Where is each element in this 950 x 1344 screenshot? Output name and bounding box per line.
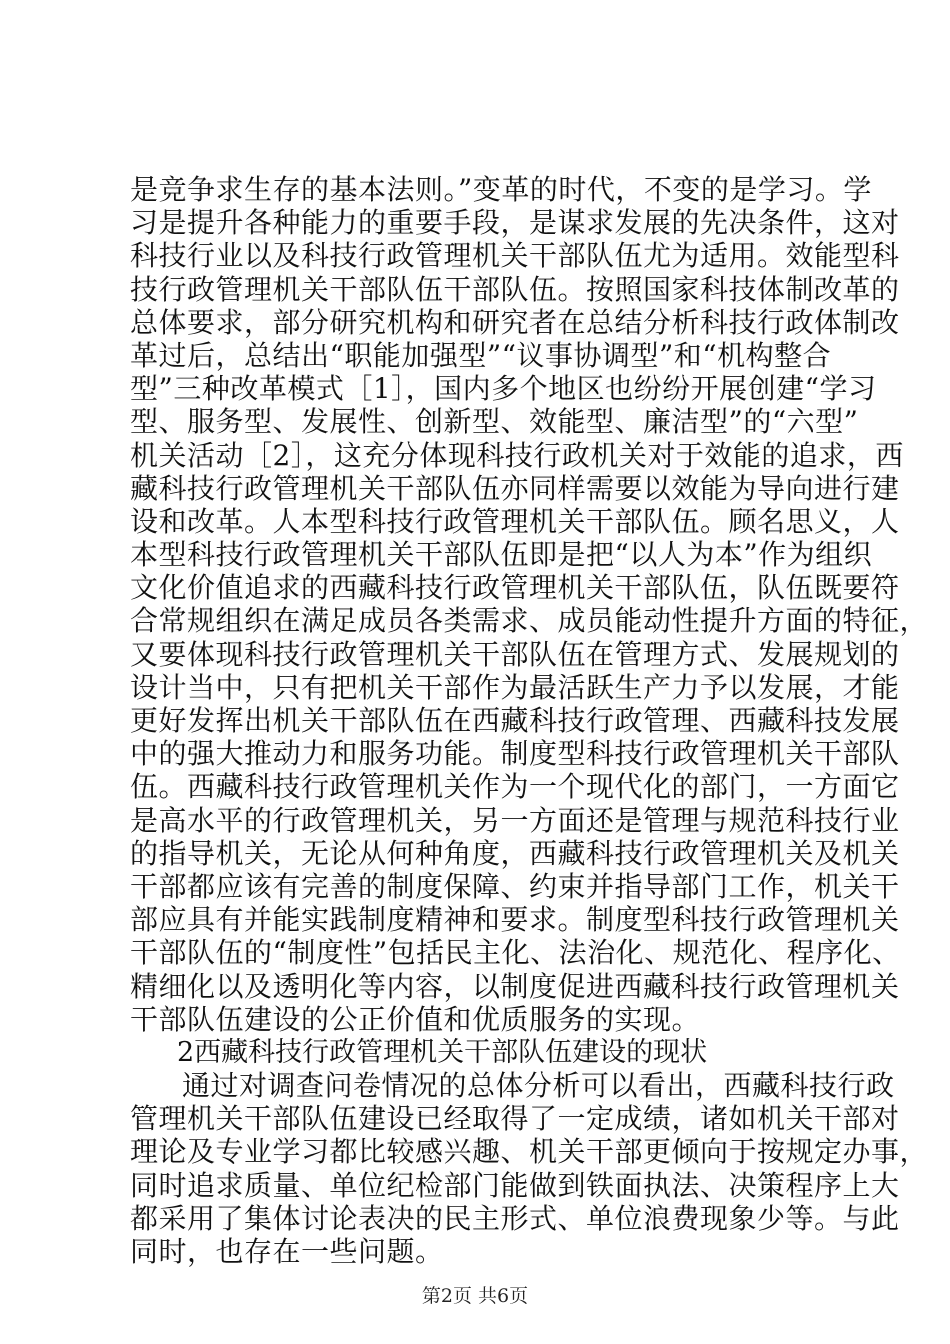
text-line: 干部队伍建设的公正价值和优质服务的实现。 — [130, 1002, 701, 1036]
text-line: 部应具有并能实践制度精神和要求。制度型科技行政管理机关 — [130, 903, 900, 937]
text-line: 管理机关干部队伍建设已经取得了一定成绩，诸如机关干部对 — [130, 1102, 900, 1136]
text-line: 科技行业以及科技行政管理机关干部队伍尤为适用。效能型科 — [130, 239, 900, 273]
text-line: 技行政管理机关干部队伍干部队伍。按照国家科技体制改革的 — [130, 272, 900, 306]
text-line: 同时，也存在一些问题。 — [130, 1235, 444, 1268]
text-line: 设和改革。人本型科技行政管理机关干部队伍。顾名思义，人 — [130, 504, 900, 538]
text-line: 藏科技行政管理机关干部队伍亦同样需要以效能为导向进行建 — [130, 471, 900, 505]
text-line: 文化价值追求的西藏科技行政管理机关干部队伍，队伍既要符 — [130, 571, 900, 605]
text-line: 都采用了集体讨论表决的民主形式、单位浪费现象少等。与此 — [130, 1201, 900, 1235]
text-line: 精细化以及透明化等内容，以制度促进西藏科技行政管理机关 — [130, 969, 900, 1003]
text-line: 是竞争求生存的基本法则。”变革的时代，不变的是学习。学 — [130, 173, 872, 206]
page-number-footer: 第2页 共6页 — [421, 1285, 529, 1307]
text-line: 是高水平的行政管理机关，另一方面还是管理与规范科技行业 — [130, 803, 900, 837]
paragraph-2 — [130, 1069, 929, 1268]
text-line: 习是提升各种能力的重要手段，是谋求发展的先决条件，这对 — [130, 206, 900, 240]
text-line: 型”三种改革模式［1］，国内多个地区也纷纷开展创建“学习 — [130, 372, 877, 406]
paragraph-1 — [130, 173, 929, 1036]
text-line: 型、服务型、发展性、创新型、效能型、廉洁型”的“六型” — [130, 405, 859, 439]
section-heading: 2西藏科技行政管理机关干部队伍建设的现状 — [177, 1036, 708, 1068]
text-line: 总体要求，部分研究机构和研究者在总结分析科技行政体制改 — [130, 305, 900, 339]
text-line: 又要体现科技行政管理机关干部队伍在管理方式、发展规划的 — [130, 637, 900, 671]
text-line: 理论及专业学习都比较感兴趣、机关干部更倾向于按规定办事， — [130, 1135, 929, 1169]
text-line: 设计当中，只有把机关干部作为最活跃生产力予以发展，才能 — [130, 670, 900, 704]
text-line: 本型科技行政管理机关干部队伍即是把“以人为本”作为组织 — [130, 538, 873, 572]
text-line: 干部都应该有完善的制度保障、约束并指导部门工作，机关干 — [130, 869, 900, 903]
text-line: 机关活动［2］，这充分体现科技行政机关对于效能的追求，西 — [130, 438, 904, 472]
text-line: 伍。西藏科技行政管理机关作为一个现代化的部门，一方面它 — [130, 770, 900, 804]
text-line: 干部队伍的“制度性”包括民主化、法治化、规范化、程序化、 — [130, 936, 901, 970]
document-body — [130, 173, 929, 1268]
text-line: 合常规组织在满足成员各类需求、成员能动性提升方面的特征， — [130, 604, 929, 638]
text-line: 中的强大推动力和服务功能。制度型科技行政管理机关干部队 — [130, 737, 900, 771]
text-line: 通过对调查问卷情况的总体分析可以看出，西藏科技行政 — [182, 1069, 895, 1103]
text-line: 同时追求质量、单位纪检部门能做到铁面执法、决策程序上大 — [130, 1168, 900, 1202]
text-line: 更好发挥出机关干部队伍在西藏科技行政管理、西藏科技发展 — [130, 704, 900, 737]
text-line: 的指导机关，无论从何种角度，西藏科技行政管理机关及机关 — [130, 836, 900, 870]
text-line: 革过后，总结出“职能加强型”“议事协调型”和“机构整合 — [130, 338, 832, 372]
